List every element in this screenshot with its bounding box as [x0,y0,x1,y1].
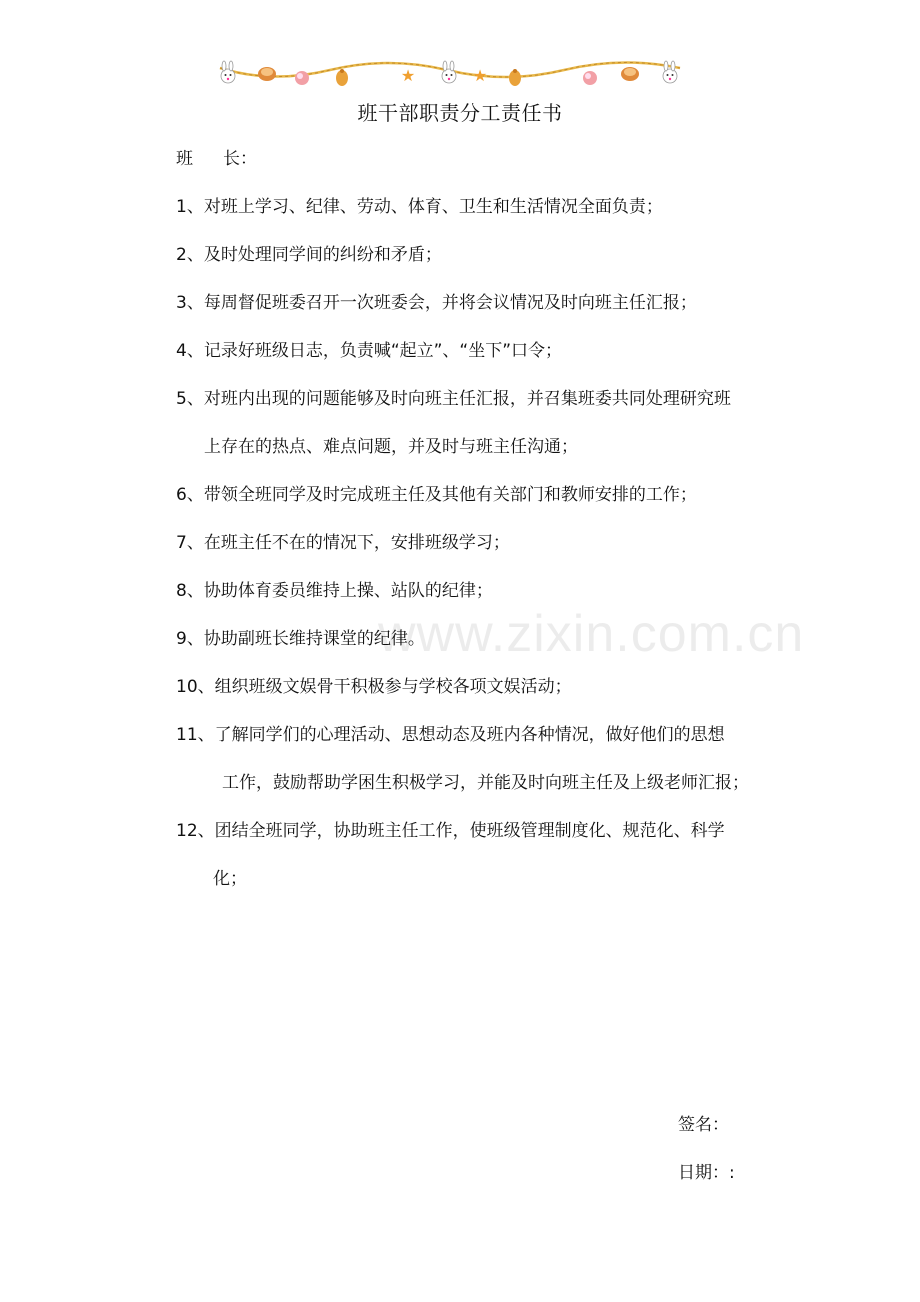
shell-icon [258,67,276,81]
duty-item-2: 2、及时处理同学间的纠纷和矛盾； [176,245,442,265]
duty-item-11-continued: 工作，鼓励帮助学困生积极学习，并能及时向班主任及上级老师汇报； [222,773,749,793]
duty-item-12: 12、团结全班同学，协助班主任工作，使班级管理制度化、规范化、科学 [176,821,725,841]
bunny-icon [663,61,677,83]
date-label: 日期：: [678,1163,735,1183]
ornament-icon [295,71,309,85]
duty-item-9: 9、协助副班长维持课堂的纪律。 [176,629,425,649]
role-heading [176,147,257,171]
duty-item-6: 6、带领全班同学及时完成班主任及其他有关部门和教师安排的工作； [176,485,697,505]
document-title: 班干部职责分工责任书 [357,101,563,125]
role-heading-part2: 长： [223,149,257,169]
signature-label: 签名： [678,1115,729,1135]
duty-item-3: 3、每周督促班委召开一次班委会，并将会议情况及时向班主任汇报； [176,293,697,313]
svg-text:★: ★ [400,66,416,85]
duty-item-12-continued: 化； [213,869,247,889]
star-icon [473,66,487,85]
bunny-icon [221,61,235,83]
duty-item-11: 11、了解同学们的心理活动、思想动态及班内各种情况，做好他们的思想 [176,725,725,745]
duty-item-5: 5、对班内出现的问题能够及时向班主任汇报，并召集班委共同处理研究班 [176,389,731,409]
bunny-icon [442,61,456,83]
watermark: www.zixin.com.cn [378,605,805,663]
svg-text:★: ★ [472,66,488,85]
duty-item-1: 1、对班上学习、纪律、劳动、体育、卫生和生活情况全面负责； [176,197,663,217]
bell-icon [509,69,521,86]
duty-item-4: 4、记录好班级日志，负责喊“起立”、“坐下”口令； [176,341,563,361]
duty-item-10: 10、组织班级文娱骨干积极参与学校各项文娱活动； [176,677,572,697]
duty-item-5-continued: 上存在的热点、难点问题，并及时与班主任沟通； [204,437,578,457]
role-heading-part1: 班 [176,149,193,169]
bell-icon [336,69,348,86]
shell-icon [621,67,639,81]
star-icon [401,66,415,85]
ornament-icon [583,71,597,85]
duty-item-7: 7、在班主任不在的情况下，安排班级学习； [176,533,510,553]
decorative-garland [212,58,687,92]
duty-item-8: 8、协助体育委员维持上操、站队的纪律； [176,581,493,601]
